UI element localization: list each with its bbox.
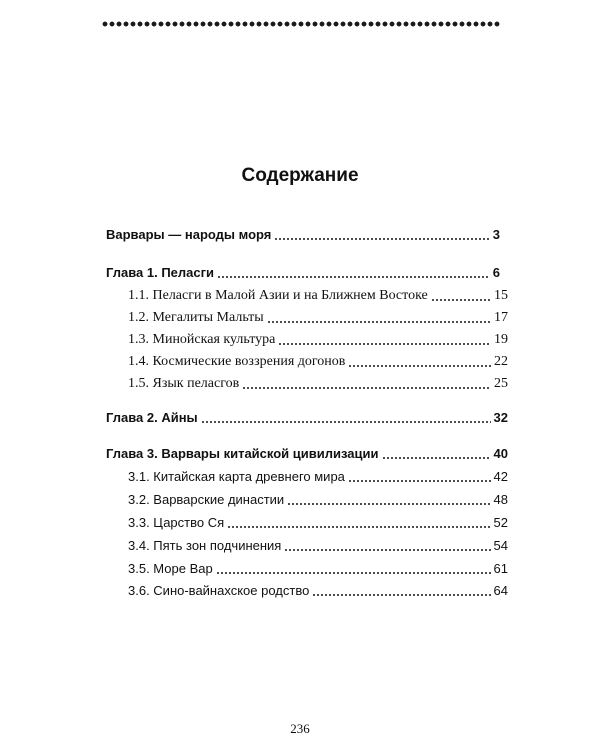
toc-entry-1-2 xyxy=(128,308,508,328)
toc-entry-page: 6 xyxy=(492,265,500,280)
dot-leader xyxy=(431,299,491,301)
toc-entry-label: 1.4. Космические воззрения догонов xyxy=(128,354,346,369)
toc-entry-1-3 xyxy=(128,330,508,350)
toc-entry-label: 3.2. Варварские династии xyxy=(128,492,285,507)
toc-entry-label: 1.5. Язык пеласгов xyxy=(128,376,240,391)
toc-entry-page: 19 xyxy=(494,332,508,347)
dot-leader xyxy=(216,572,491,574)
toc-entry-chapter-1 xyxy=(106,263,500,283)
toc-entry-chapter-2 xyxy=(106,408,508,428)
dot-leader xyxy=(227,526,490,528)
toc-entry-intro xyxy=(106,225,500,245)
dot-leader xyxy=(242,387,491,389)
toc-entry-3-2 xyxy=(128,490,508,510)
toc-entry-3-1 xyxy=(128,467,508,487)
toc-entry-3-5 xyxy=(128,559,508,579)
dot-leader xyxy=(278,343,491,345)
toc-entry-1-5 xyxy=(128,374,508,394)
toc-entry-label: 1.3. Минойская культура xyxy=(128,332,276,347)
dot-leader xyxy=(217,276,490,278)
page-title: Содержание xyxy=(241,165,359,186)
toc-entry-label: 3.4. Пять зон подчинения xyxy=(128,538,282,553)
decorative-border xyxy=(102,20,500,28)
toc-entry-page: 48 xyxy=(493,492,508,507)
toc-entry-page: 54 xyxy=(493,538,508,553)
toc-entry-page: 32 xyxy=(493,410,508,425)
toc-entry-page: 25 xyxy=(494,376,508,391)
toc-entry-3-6 xyxy=(128,581,508,601)
toc-entry-label: 3.3. Царство Ся xyxy=(128,515,225,530)
toc-entry-1-1 xyxy=(128,286,508,306)
toc-entry-label: 1.2. Мегалиты Мальты xyxy=(128,310,264,325)
toc-entry-page: 17 xyxy=(494,310,508,325)
toc-entry-page: 61 xyxy=(493,561,508,576)
toc-entry-page: 64 xyxy=(493,583,508,598)
toc-entry-page: 40 xyxy=(493,446,508,461)
toc-entry-page: 15 xyxy=(494,288,508,303)
toc-entry-label: Глава 3. Варвары китайской цивилизации xyxy=(106,446,379,461)
dot-leader xyxy=(287,503,490,505)
dot-leader xyxy=(201,421,491,423)
dot-leader xyxy=(348,480,491,482)
dot-leader xyxy=(312,594,490,596)
page-number: 236 xyxy=(290,721,310,736)
toc-entry-label: Варвары — народы моря xyxy=(106,227,272,242)
dot-leader xyxy=(284,549,490,551)
dot-leader xyxy=(267,321,491,323)
toc-entry-label: 3.6. Сино-вайнахское родство xyxy=(128,583,310,598)
toc-entry-label: Глава 2. Айны xyxy=(106,410,198,425)
toc-entry-3-4 xyxy=(128,536,508,556)
toc-entry-label: 1.1. Пеласги в Малой Азии и на Ближнем Востоке xyxy=(128,288,428,303)
toc-entry-page: 52 xyxy=(493,515,508,530)
toc-entry-page: 3 xyxy=(492,227,500,242)
toc-entry-label: Глава 1. Пеласги xyxy=(106,265,215,280)
dot-leader xyxy=(274,238,489,240)
toc-entry-page: 42 xyxy=(493,469,508,484)
toc-entry-label: 3.1. Китайская карта древнего мира xyxy=(128,469,345,484)
toc-entry-3-3 xyxy=(128,513,508,533)
toc-entry-page: 22 xyxy=(494,354,508,369)
toc-entry-chapter-3 xyxy=(106,444,508,464)
dot-leader xyxy=(348,365,491,367)
toc-entry-label: 3.5. Море Вар xyxy=(128,561,213,576)
dot-leader xyxy=(382,457,491,459)
toc-entry-1-4 xyxy=(128,352,508,372)
